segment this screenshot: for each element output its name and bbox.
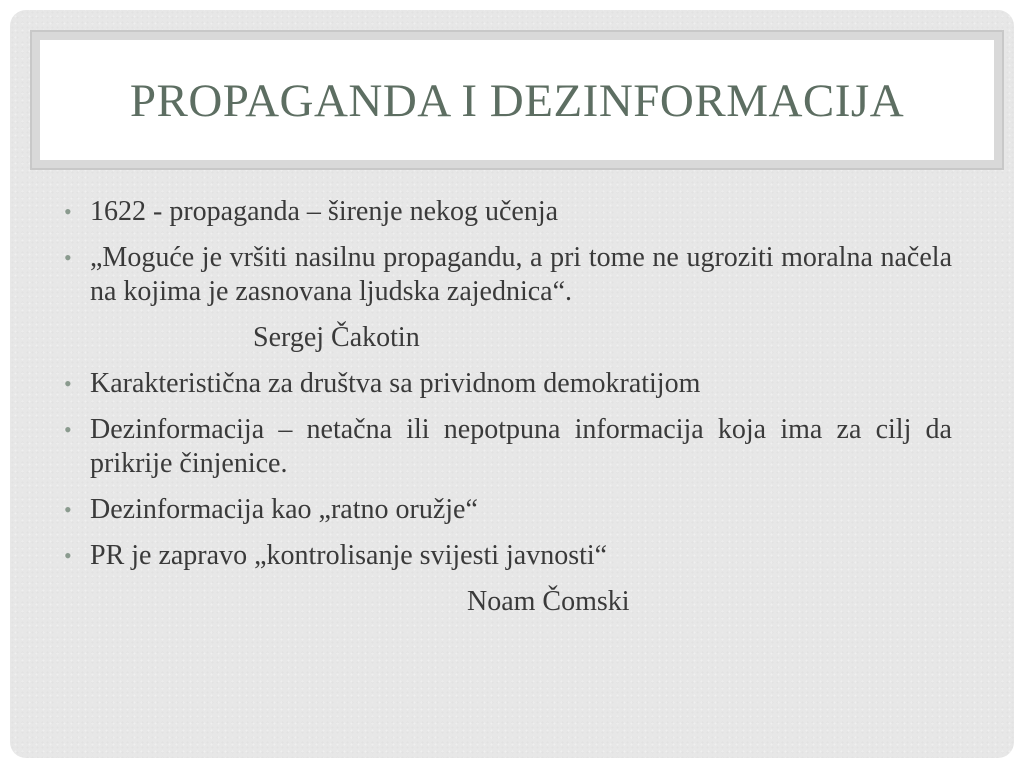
bullet-text: Dezinformacija – netačna ili nepotpuna informacija koja ima za cilj da prikrije činjenice. (90, 414, 952, 479)
bullet-text: 1622 - propaganda – širenje nekog učenja (90, 196, 559, 227)
bullet-text: Karakteristična za društva sa prividnom demokratijom (90, 368, 701, 399)
bullet-item (62, 413, 952, 481)
bullet-item (62, 241, 952, 309)
bullet-dot-icon: • (64, 199, 72, 224)
bullet-dot-icon: • (64, 417, 72, 442)
bullet-dot-icon: • (64, 371, 72, 396)
bullet-item (62, 493, 952, 527)
bullet-item (62, 539, 952, 573)
bullet-text: „Moguće je vršiti nasilnu propagandu, a pri tome ne ugroziti moralna načela na kojima je zasnovana ljudska zajednica“. (90, 242, 952, 307)
pr-attribution: Noam Čomski (467, 586, 630, 617)
bullet-item (62, 195, 952, 229)
bullet-item (62, 367, 952, 401)
bullet-dot-icon: • (64, 497, 72, 522)
bullet-text: PR je zapravo „kontrolisanje svijesti javnosti“ (90, 540, 608, 571)
title-frame (30, 30, 1004, 170)
bullet-dot-icon: • (64, 245, 72, 270)
bullet-text: Dezinformacija kao „ratno oružje“ (90, 494, 478, 525)
slide-title: PROPAGANDA I DEZINFORMACIJA (129, 74, 905, 127)
slide-content (62, 195, 952, 631)
quote-attribution: Sergej Čakotin (253, 322, 420, 353)
bullet-dot-icon: • (64, 543, 72, 568)
title-box (40, 40, 994, 160)
